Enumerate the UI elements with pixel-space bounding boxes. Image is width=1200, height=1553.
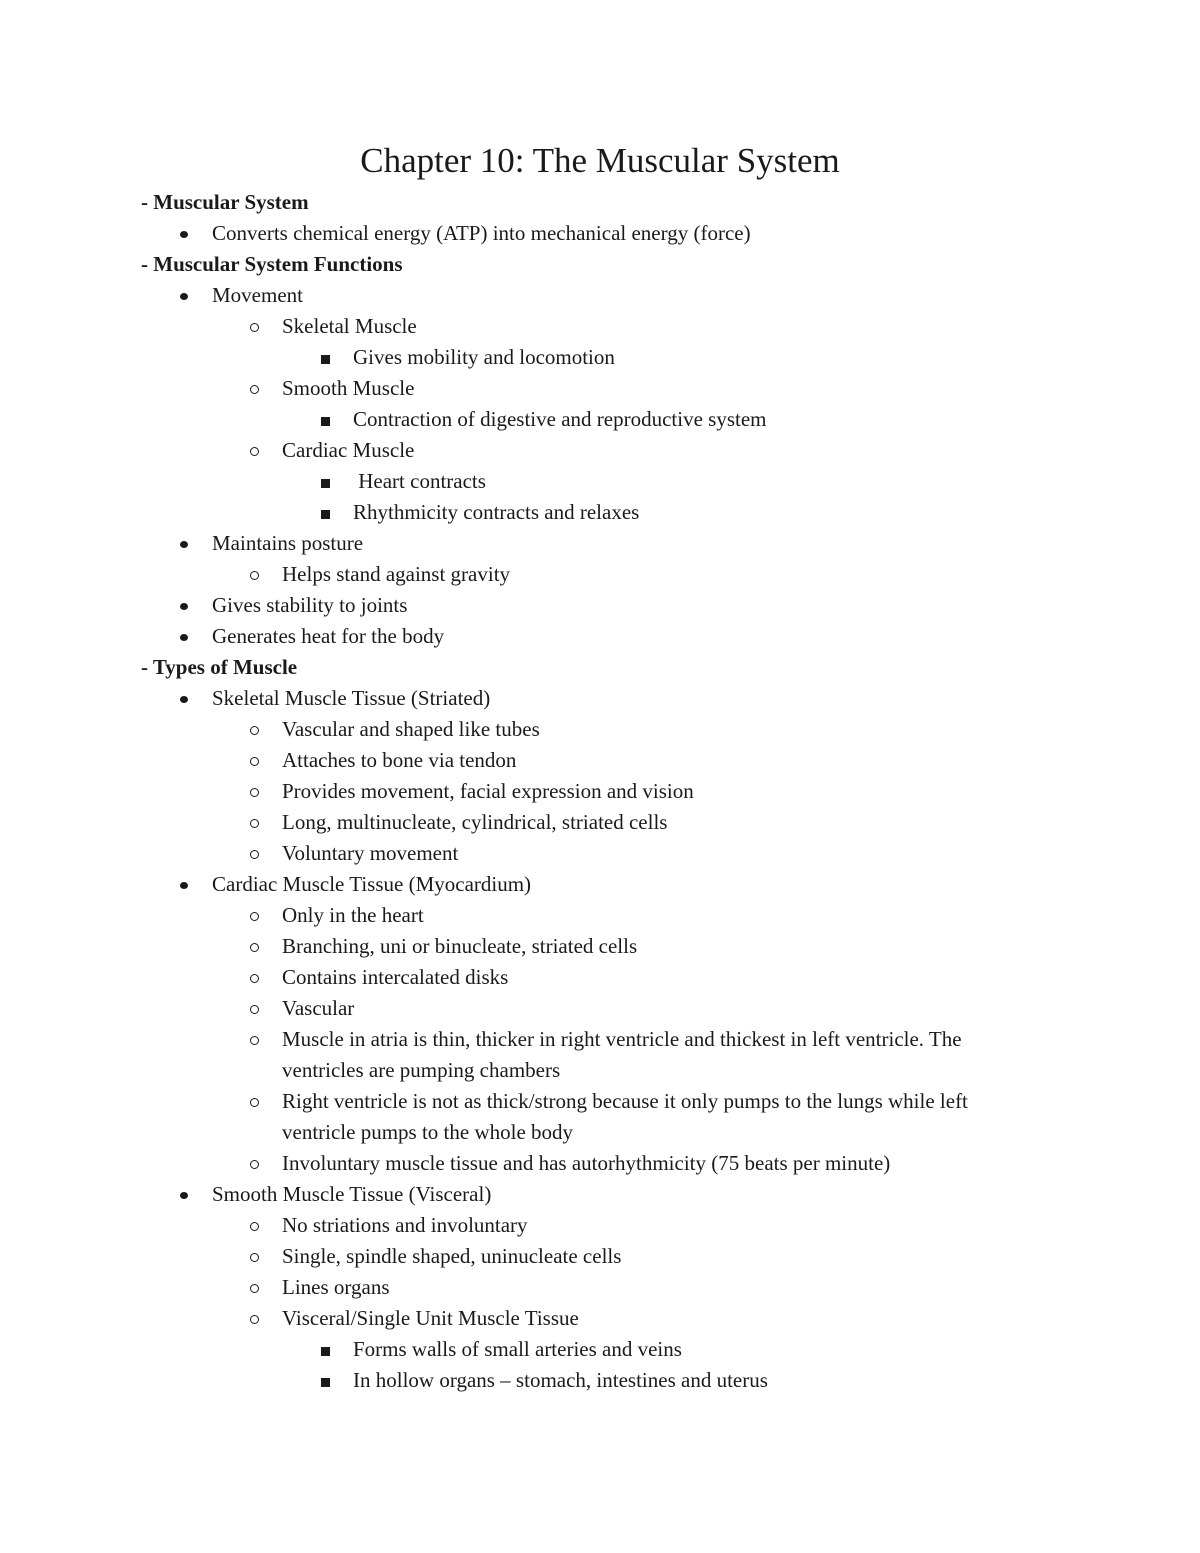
square-bullet-icon [317,1365,333,1396]
disc-bullet-icon [176,528,192,559]
square-bullet-icon [317,466,333,497]
list-item [0,1365,1200,1396]
list-item [0,280,1200,311]
list-item [0,993,1200,1024]
circle-bullet-icon [247,1210,263,1241]
list-item [0,714,1200,745]
list-item [0,528,1200,559]
list-item [0,342,1200,373]
list-item-text: Visceral/Single Unit Muscle Tissue [282,1306,579,1330]
list-item-text: Movement [212,283,303,307]
list-item [0,1210,1200,1241]
circle-bullet-icon [247,1086,263,1117]
disc-bullet-icon [176,590,192,621]
list-item-text: Gives mobility and locomotion [353,345,615,369]
list-item-text: Vascular [282,996,355,1020]
list-item-text: No striations and involuntary [282,1213,528,1237]
square-bullet-icon [317,404,333,435]
circle-bullet-icon [247,373,263,404]
notes-body [0,187,1200,1396]
circle-bullet-icon [247,776,263,807]
disc-bullet-icon [176,869,192,900]
list-item [0,373,1200,404]
list-item-text: Forms walls of small arteries and veins [353,1337,682,1361]
circle-bullet-icon [247,1303,263,1334]
list-item [0,1303,1200,1334]
list-item [0,1241,1200,1272]
disc-bullet-icon [176,218,192,249]
list-item-text: Lines organs [282,1275,390,1299]
list-item [0,218,1200,249]
list-item [0,900,1200,931]
circle-bullet-icon [247,1024,263,1055]
list-item-text: Provides movement, facial expression and vision [282,779,694,803]
disc-bullet-icon [176,1179,192,1210]
list-item-text: Generates heat for the body [212,624,445,648]
list-item [0,683,1200,714]
list-item [0,1179,1200,1210]
list-item [0,559,1200,590]
list-item [0,931,1200,962]
circle-bullet-icon [247,993,263,1024]
circle-bullet-icon [247,714,263,745]
list-item-text: Muscle in atria is thin, thicker in right ventricle and thickest in left ventricle. The [282,1027,962,1051]
page-title: Chapter 10: The Muscular System [360,141,840,180]
list-item-text: Vascular and shaped like tubes [282,717,540,741]
section-heading: - Muscular System [141,190,309,214]
list-item [0,466,1200,497]
disc-bullet-icon [176,621,192,652]
circle-bullet-icon [247,931,263,962]
list-item-text: Heart contracts [353,469,486,493]
list-item-text: Skeletal Muscle [282,314,417,338]
circle-bullet-icon [247,838,263,869]
square-bullet-icon [317,342,333,373]
circle-bullet-icon [247,962,263,993]
list-item-text: Voluntary movement [282,841,459,865]
list-item [0,497,1200,528]
list-item-text: Involuntary muscle tissue and has autorhythmicity (75 beats per minute) [282,1151,891,1175]
circle-bullet-icon [247,559,263,590]
list-item-text: Smooth Muscle [282,376,415,400]
list-item-text: Single, spindle shaped, uninucleate cells [282,1244,622,1268]
disc-bullet-icon [176,683,192,714]
list-item-text: Cardiac Muscle Tissue (Myocardium) [212,872,532,896]
circle-bullet-icon [247,745,263,776]
list-item-continuation: ventricles are pumping chambers [282,1058,561,1082]
list-item-text: Smooth Muscle Tissue (Visceral) [212,1182,492,1206]
square-bullet-icon [317,1334,333,1365]
disc-bullet-icon [176,280,192,311]
list-item [0,869,1200,900]
list-item-text: Contains intercalated disks [282,965,509,989]
list-item [0,1086,1200,1117]
list-item-text: Branching, uni or binucleate, striated cells [282,934,638,958]
list-item [0,962,1200,993]
circle-bullet-icon [247,1148,263,1179]
list-item [0,404,1200,435]
list-item-text: Helps stand against gravity [282,562,511,586]
list-item-text: Attaches to bone via tendon [282,748,517,772]
list-item [0,1334,1200,1365]
list-item-text: Rhythmicity contracts and relaxes [353,500,640,524]
square-bullet-icon [317,497,333,528]
list-item [0,621,1200,652]
list-item-text: Cardiac Muscle [282,438,415,462]
list-item [0,745,1200,776]
list-item-text: Gives stability to joints [212,593,408,617]
list-item [0,590,1200,621]
list-item-text: Long, multinucleate, cylindrical, striated cells [282,810,668,834]
list-item [0,435,1200,466]
list-item [0,807,1200,838]
circle-bullet-icon [247,311,263,342]
list-item-continuation: ventricle pumps to the whole body [282,1120,574,1144]
circle-bullet-icon [247,1241,263,1272]
circle-bullet-icon [247,435,263,466]
section-heading: - Types of Muscle [141,655,298,679]
circle-bullet-icon [247,900,263,931]
list-item-text: Contraction of digestive and reproductive system [353,407,767,431]
list-item [0,838,1200,869]
section-heading: - Muscular System Functions [141,252,403,276]
circle-bullet-icon [247,1272,263,1303]
list-item [0,1272,1200,1303]
list-item [0,776,1200,807]
list-item-text: Converts chemical energy (ATP) into mechanical energy (force) [212,221,751,245]
list-item-text: Skeletal Muscle Tissue (Striated) [212,686,491,710]
list-item-text: Maintains posture [212,531,364,555]
list-item-text: Only in the heart [282,903,424,927]
list-item [0,1024,1200,1055]
list-item [0,311,1200,342]
circle-bullet-icon [247,807,263,838]
list-item-text: Right ventricle is not as thick/strong because it only pumps to the lungs while left [282,1089,968,1113]
list-item [0,1148,1200,1179]
list-item-text: In hollow organs – stomach, intestines and uterus [353,1368,768,1392]
